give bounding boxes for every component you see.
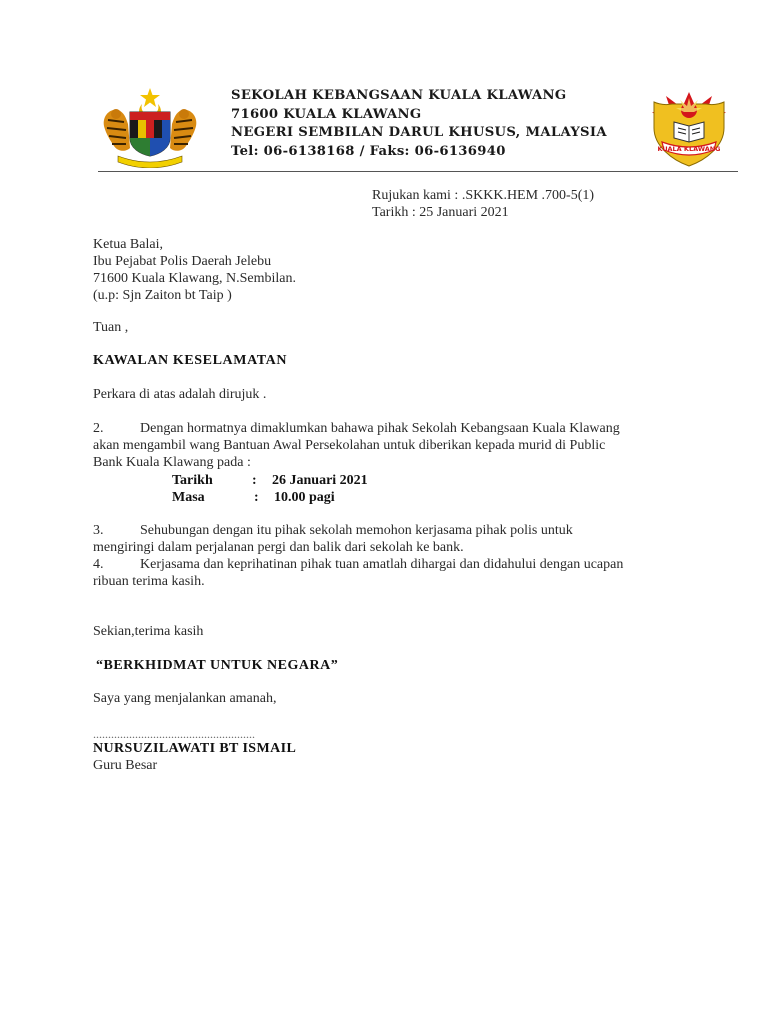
school-address-line1: 71600 KUALA KLAWANG bbox=[231, 106, 422, 122]
letterhead-rule bbox=[98, 171, 738, 172]
paragraph-2-line3: Bank Kuala Klawang pada : bbox=[93, 455, 251, 470]
coat-of-arms-emblem bbox=[96, 86, 204, 168]
recipient-line3: 71600 Kuala Klawang, N.Sembilan. bbox=[93, 271, 296, 286]
paragraph-4-line1: Kerjasama dan keprihatinan pihak tuan amatlah dihargai dan didahului dengan ucapan bbox=[140, 557, 624, 572]
school-address-line2: NEGERI SEMBILAN DARUL KHUSUS, MALAYSIA bbox=[231, 125, 607, 140]
paragraph-4-number: 4. bbox=[93, 557, 104, 572]
salutation: Tuan , bbox=[93, 320, 129, 335]
paragraph-4-line2: ribuan terima kasih. bbox=[93, 574, 205, 589]
subject-heading: KAWALAN KESELAMATAN bbox=[93, 353, 288, 368]
recipient-line4: (u.p: Sjn Zaiton bt Taip ) bbox=[93, 288, 232, 303]
paragraph-3-line2: mengiringi dalam perjalanan pergi dan balik dari sekolah ke bank. bbox=[93, 540, 464, 555]
reference-number: Rujukan kami : .SKKK.HEM .700-5(1) bbox=[372, 188, 595, 203]
school-contact: Tel: 06-6138168 / Faks: 06-6136940 bbox=[231, 143, 506, 159]
signature-line: ...................................................... bbox=[93, 727, 255, 741]
paragraph-1: Perkara di atas adalah dirujuk . bbox=[93, 387, 267, 402]
signer-name: NURSUZILAWATI BT ISMAIL bbox=[93, 741, 297, 756]
paragraph-3-line1: Sehubungan dengan itu pihak sekolah memohon kerjasama pihak polis untuk bbox=[140, 523, 573, 538]
closing-thanks: Sekian,terima kasih bbox=[93, 624, 204, 639]
signer-title: Guru Besar bbox=[93, 758, 158, 773]
recipient-line1: Ketua Balai, bbox=[93, 237, 163, 252]
paragraph-2-line2: akan mengambil wang Bantuan Awal Persekolahan untuk diberikan kepada murid di Public bbox=[93, 438, 606, 453]
paragraph-2-line1: Dengan hormatnya dimaklumkan bahawa pihak Sekolah Kebangsaan Kuala Klawang bbox=[140, 421, 620, 436]
school-crest-emblem bbox=[648, 88, 730, 168]
schedule-date-value: 26 Januari 2021 bbox=[272, 473, 368, 488]
reference-date: Tarikh : 25 Januari 2021 bbox=[372, 205, 509, 220]
closing-motto: “BERKHIDMAT UNTUK NEGARA” bbox=[96, 658, 339, 673]
paragraph-3-number: 3. bbox=[93, 523, 104, 538]
paragraph-2-number: 2. bbox=[93, 421, 104, 436]
school-name: SEKOLAH KEBANGSAAN KUALA KLAWANG bbox=[231, 88, 567, 103]
schedule-time-value: 10.00 pagi bbox=[274, 490, 335, 505]
schedule-time-label: Masa bbox=[172, 490, 205, 505]
schedule-time-sep: : bbox=[254, 490, 259, 505]
recipient-line2: Ibu Pejabat Polis Daerah Jelebu bbox=[93, 254, 272, 269]
schedule-date-sep: : bbox=[252, 473, 257, 488]
closing-trust: Saya yang menjalankan amanah, bbox=[93, 691, 277, 706]
crest-ribbon-text: KUALA KLAWANG bbox=[657, 145, 721, 153]
schedule-date-label: Tarikh bbox=[172, 473, 213, 488]
